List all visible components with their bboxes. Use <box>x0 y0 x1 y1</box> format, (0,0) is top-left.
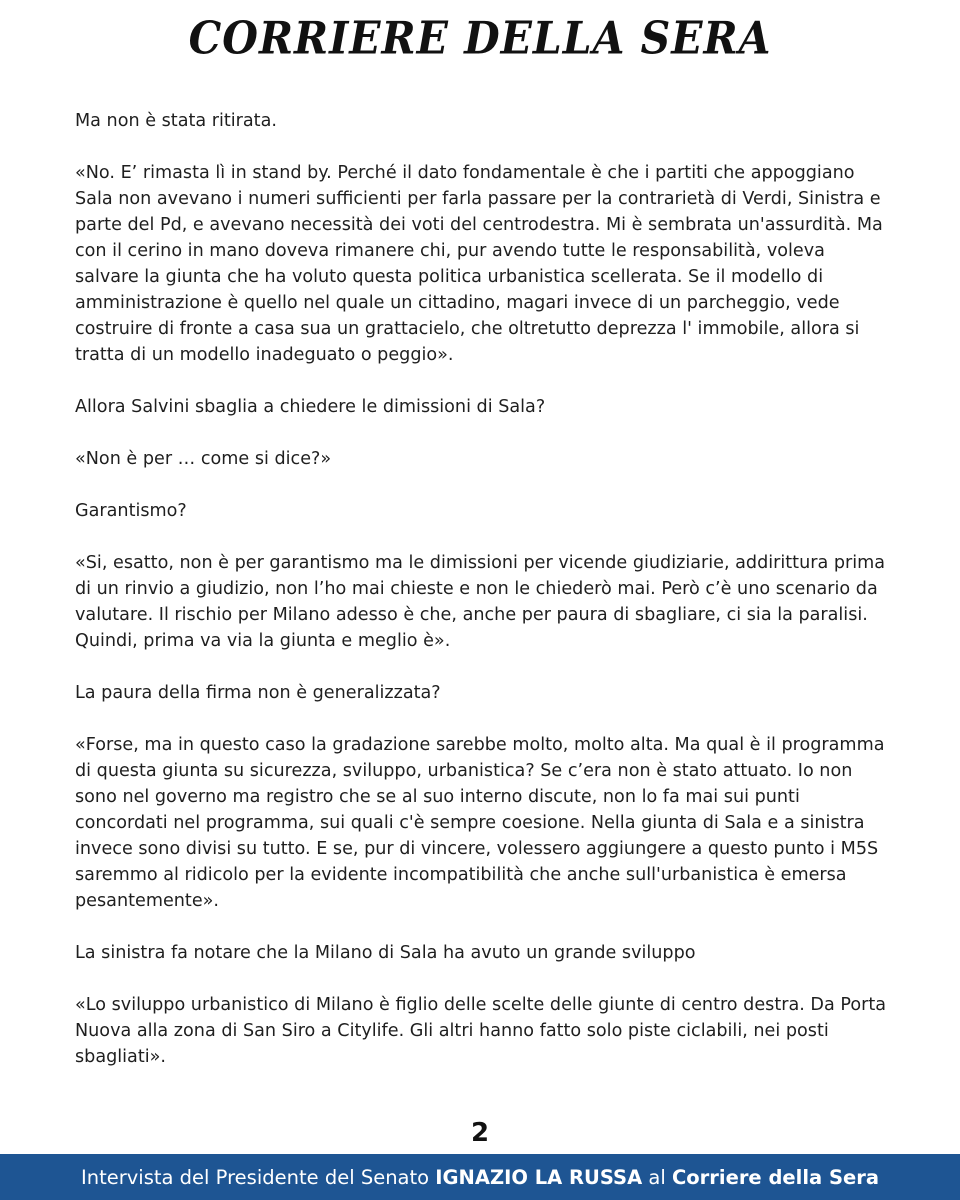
question-paragraph: La sinistra fa notare che la Milano di Sala ha avuto un grande sviluppo <box>75 943 696 963</box>
question-paragraph: Garantismo? <box>75 501 187 521</box>
question-paragraph: Allora Salvini sbaglia a chiedere le dimissioni di Sala? <box>75 397 546 417</box>
page-number: 2 <box>470 1118 490 1148</box>
footer-prefix: Intervista del Presidente del Senato <box>81 1165 430 1189</box>
footer-interviewee: IGNAZIO LA RUSSA <box>435 1165 643 1189</box>
footer-connector: al <box>648 1165 666 1189</box>
footer-banner <box>0 1154 960 1200</box>
question-paragraph: La paura della firma non è generalizzata? <box>75 683 441 703</box>
question-paragraph: Ma non è stata ritirata. <box>75 111 277 131</box>
masthead-logo: CORRIERE DELLA SERA <box>188 11 772 65</box>
article-body <box>75 108 890 1096</box>
answer-paragraph: «Lo sviluppo urbanistico di Milano è figlio delle scelte delle giunte di centro destra. Da Porta Nuova alla zona di San Siro a Citylife. Gli altri hanno fatto solo piste ciclabili, nei posti sbagliati». <box>75 995 887 1067</box>
answer-paragraph: «Forse, ma in questo caso la gradazione sarebbe molto, molto alta. Ma qual è il programma di questa giunta su sicurezza, sviluppo, urbanistica? Se c’era non è stato attuato. Io non sono nel governo ma registro che se al suo interno discute, non lo fa mai sui punti concordati nel programma, sui quali c'è sempre coesione. Nella giunta di Sala e a sinistra invece sono divisi su tutto. E se, pur di vincere, volessero aggiungere a questo punto i M5S saremmo al ridicolo per la evidente incompatibilità che anche sull'urbanistica è emersa pesantemente». <box>75 735 885 911</box>
answer-paragraph: «No. E’ rimasta lì in stand by. Perché il dato fondamentale è che i partiti che appoggiano Sala non avevano i numeri sufficienti per farla passare per la contrarietà di Verdi, Sinistra e parte del Pd, e avevano necessità dei voti del centrodestra. Mi è sembrata un'assurdità. Ma con il cerino in mano doveva rimanere chi, pur avendo tutte le responsabilità, voleva salvare la giunta che ha voluto questa politica urbanistica scellerata. Se il modello di amministrazione è quello nel quale un cittadino, magari invece di un parcheggio, vede costruire di fronte a casa sua un grattacielo, che oltretutto deprezza l' immobile, allora si tratta di un modello inadeguato o peggio». <box>75 163 883 365</box>
footer-outlet: Corriere della Sera <box>671 1165 879 1189</box>
answer-paragraph: «Si, esatto, non è per garantismo ma le dimissioni per vicende giudiziarie, addirittura prima di un rinvio a giudizio, non l’ho mai chieste e non le chiederò mai. Però c’è uno scenario da valutare. Il rischio per Milano adesso è che, anche per paura di sbagliare, ci sia la paralisi. Quindi, prima va via la giunta e meglio è». <box>75 553 886 651</box>
answer-paragraph: «Non è per … come si dice?» <box>75 449 332 469</box>
